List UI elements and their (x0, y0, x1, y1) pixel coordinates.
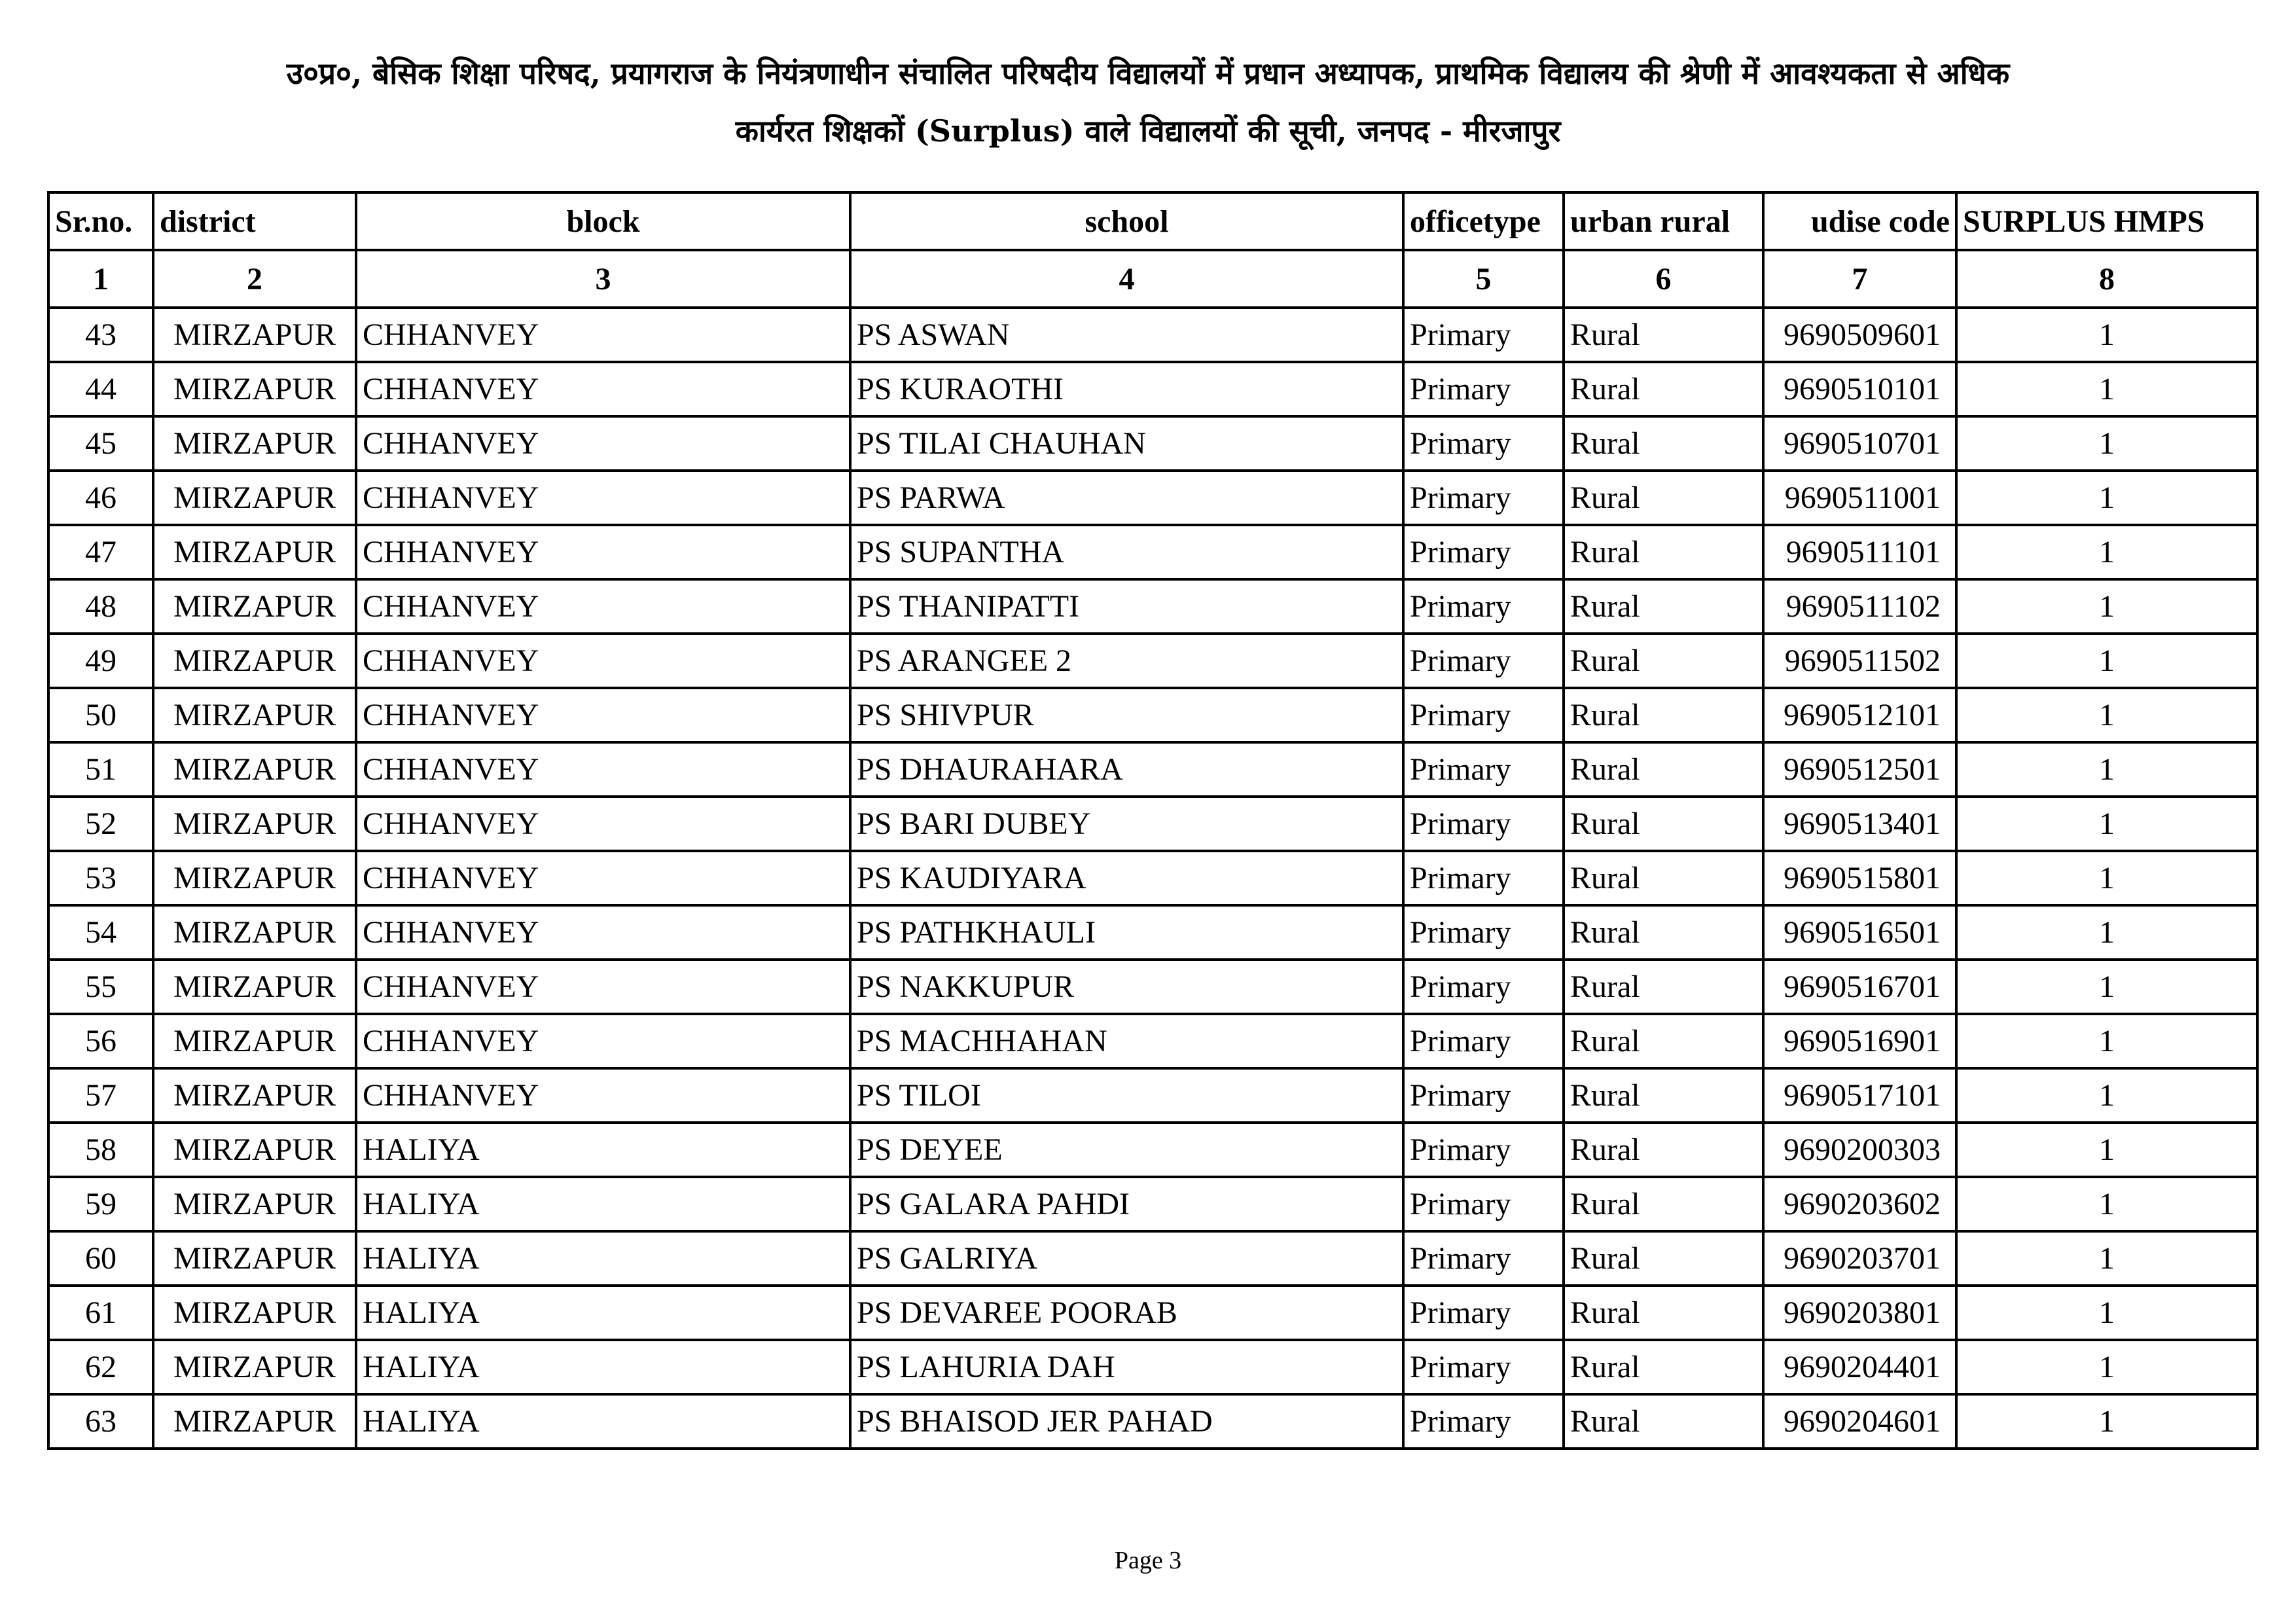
table-row (48, 634, 2257, 688)
cell-officetype: Primary (1403, 742, 1564, 797)
cell-block: HALIYA (356, 1123, 850, 1177)
cell-block: CHHANVEY (356, 471, 850, 525)
cell-district: MIRZAPUR (153, 416, 356, 471)
cell-officetype: Primary (1403, 1231, 1564, 1286)
cell-school: PS GALRIYA (850, 1231, 1403, 1286)
cell-sr-no: 44 (48, 362, 153, 416)
cell-district: MIRZAPUR (153, 471, 356, 525)
cell-udise-code: 9690511101 (1763, 525, 1956, 579)
column-header-school: school (850, 192, 1403, 250)
column-header-udise-code: udise code (1763, 192, 1956, 250)
cell-surplus-hmps: 1 (1956, 1014, 2257, 1068)
cell-urban-rural: Rural (1564, 1177, 1763, 1231)
cell-district: MIRZAPUR (153, 960, 356, 1014)
cell-district: MIRZAPUR (153, 742, 356, 797)
cell-officetype: Primary (1403, 1014, 1564, 1068)
cell-surplus-hmps: 1 (1956, 742, 2257, 797)
table-row (48, 1286, 2257, 1340)
document-title-line-1: उ०प्र०, बेसिक शिक्षा परिषद, प्रयागराज के नियंत्रणाधीन संचालित परिषदीय विद्यालयों में प्रधान अध्यापक, प्राथमिक विद्यालय की श्रेणी में आवश्यकता से अधिक (286, 56, 2010, 91)
cell-block: CHHANVEY (356, 905, 850, 960)
cell-surplus-hmps: 1 (1956, 1286, 2257, 1340)
cell-sr-no: 52 (48, 797, 153, 851)
cell-sr-no: 49 (48, 634, 153, 688)
cell-surplus-hmps: 1 (1956, 960, 2257, 1014)
cell-school: PS DEVAREE POORAB (850, 1286, 1403, 1340)
cell-sr-no: 56 (48, 1014, 153, 1068)
column-header-surplus-hmps: SURPLUS HMPS (1956, 192, 2257, 250)
cell-officetype: Primary (1403, 1123, 1564, 1177)
cell-district: MIRZAPUR (153, 308, 356, 362)
cell-urban-rural: Rural (1564, 688, 1763, 742)
cell-urban-rural: Rural (1564, 1231, 1763, 1286)
cell-sr-no: 47 (48, 525, 153, 579)
cell-udise-code: 9690203602 (1763, 1177, 1956, 1231)
cell-officetype: Primary (1403, 1286, 1564, 1340)
cell-udise-code: 9690204401 (1763, 1340, 1956, 1394)
table-row (48, 1123, 2257, 1177)
cell-surplus-hmps: 1 (1956, 1123, 2257, 1177)
cell-school: PS ARANGEE 2 (850, 634, 1403, 688)
cell-block: CHHANVEY (356, 308, 850, 362)
column-number-row (48, 250, 2257, 308)
cell-udise-code: 9690510701 (1763, 416, 1956, 471)
cell-officetype: Primary (1403, 471, 1564, 525)
cell-officetype: Primary (1403, 1068, 1564, 1123)
cell-surplus-hmps: 1 (1956, 1068, 2257, 1123)
cell-urban-rural: Rural (1564, 1014, 1763, 1068)
cell-school: PS PATHKHAULI (850, 905, 1403, 960)
document-title-line-2: कार्यरत शिक्षकों (Surplus) वाले विद्यालयों की सूची, जनपद - मीरजापुर (735, 113, 1561, 149)
cell-block: CHHANVEY (356, 851, 850, 905)
cell-sr-no: 61 (48, 1286, 153, 1340)
cell-district: MIRZAPUR (153, 1014, 356, 1068)
cell-sr-no: 62 (48, 1340, 153, 1394)
cell-surplus-hmps: 1 (1956, 362, 2257, 416)
cell-sr-no: 48 (48, 579, 153, 634)
cell-district: MIRZAPUR (153, 1068, 356, 1123)
column-header-officetype: officetype (1403, 192, 1564, 250)
cell-school: PS THANIPATTI (850, 579, 1403, 634)
cell-sr-no: 58 (48, 1123, 153, 1177)
table-row (48, 1068, 2257, 1123)
column-number: 2 (153, 250, 356, 308)
cell-officetype: Primary (1403, 362, 1564, 416)
table-header-row (48, 192, 2257, 250)
column-number: 5 (1403, 250, 1564, 308)
surplus-schools-table (47, 191, 2259, 1450)
column-number: 7 (1763, 250, 1956, 308)
cell-district: MIRZAPUR (153, 362, 356, 416)
cell-district: MIRZAPUR (153, 1123, 356, 1177)
cell-udise-code: 9690513401 (1763, 797, 1956, 851)
table-row (48, 960, 2257, 1014)
table-row (48, 362, 2257, 416)
cell-urban-rural: Rural (1564, 416, 1763, 471)
cell-officetype: Primary (1403, 851, 1564, 905)
cell-urban-rural: Rural (1564, 1123, 1763, 1177)
cell-block: CHHANVEY (356, 416, 850, 471)
cell-school: PS KAUDIYARA (850, 851, 1403, 905)
column-number: 6 (1564, 250, 1763, 308)
cell-urban-rural: Rural (1564, 1340, 1763, 1394)
cell-district: MIRZAPUR (153, 525, 356, 579)
table-row (48, 308, 2257, 362)
cell-block: HALIYA (356, 1394, 850, 1449)
table-row (48, 1177, 2257, 1231)
cell-district: MIRZAPUR (153, 797, 356, 851)
cell-surplus-hmps: 1 (1956, 634, 2257, 688)
cell-district: MIRZAPUR (153, 1286, 356, 1340)
cell-urban-rural: Rural (1564, 1394, 1763, 1449)
table-row (48, 742, 2257, 797)
cell-urban-rural: Rural (1564, 1286, 1763, 1340)
cell-block: CHHANVEY (356, 634, 850, 688)
cell-urban-rural: Rural (1564, 579, 1763, 634)
cell-surplus-hmps: 1 (1956, 416, 2257, 471)
column-number: 1 (48, 250, 153, 308)
cell-block: HALIYA (356, 1286, 850, 1340)
cell-urban-rural: Rural (1564, 742, 1763, 797)
cell-urban-rural: Rural (1564, 797, 1763, 851)
cell-surplus-hmps: 1 (1956, 851, 2257, 905)
cell-district: MIRZAPUR (153, 1231, 356, 1286)
cell-block: CHHANVEY (356, 579, 850, 634)
cell-udise-code: 9690510101 (1763, 362, 1956, 416)
cell-udise-code: 9690512501 (1763, 742, 1956, 797)
table-row (48, 471, 2257, 525)
cell-udise-code: 9690516901 (1763, 1014, 1956, 1068)
cell-school: PS KURAOTHI (850, 362, 1403, 416)
cell-udise-code: 9690200303 (1763, 1123, 1956, 1177)
cell-urban-rural: Rural (1564, 471, 1763, 525)
cell-school: PS GALARA PAHDI (850, 1177, 1403, 1231)
cell-sr-no: 53 (48, 851, 153, 905)
cell-school: PS BHAISOD JER PAHAD (850, 1394, 1403, 1449)
cell-urban-rural: Rural (1564, 851, 1763, 905)
cell-block: HALIYA (356, 1340, 850, 1394)
column-number: 4 (850, 250, 1403, 308)
cell-block: CHHANVEY (356, 525, 850, 579)
cell-sr-no: 51 (48, 742, 153, 797)
column-header-sr-no: Sr.no. (48, 192, 153, 250)
table-row (48, 851, 2257, 905)
cell-block: CHHANVEY (356, 742, 850, 797)
cell-officetype: Primary (1403, 797, 1564, 851)
cell-school: PS DHAURAHARA (850, 742, 1403, 797)
cell-sr-no: 60 (48, 1231, 153, 1286)
cell-school: PS DEYEE (850, 1123, 1403, 1177)
cell-sr-no: 43 (48, 308, 153, 362)
cell-block: HALIYA (356, 1177, 850, 1231)
cell-urban-rural: Rural (1564, 308, 1763, 362)
cell-sr-no: 45 (48, 416, 153, 471)
cell-udise-code: 9690517101 (1763, 1068, 1956, 1123)
column-number: 8 (1956, 250, 2257, 308)
cell-school: PS BARI DUBEY (850, 797, 1403, 851)
cell-surplus-hmps: 1 (1956, 905, 2257, 960)
cell-district: MIRZAPUR (153, 1177, 356, 1231)
cell-udise-code: 9690204601 (1763, 1394, 1956, 1449)
cell-school: PS SUPANTHA (850, 525, 1403, 579)
cell-school: PS NAKKUPUR (850, 960, 1403, 1014)
table-row (48, 688, 2257, 742)
cell-block: CHHANVEY (356, 1068, 850, 1123)
table-row (48, 797, 2257, 851)
cell-district: MIRZAPUR (153, 579, 356, 634)
cell-district: MIRZAPUR (153, 1394, 356, 1449)
column-header-urban-rural: urban rural (1564, 192, 1763, 250)
cell-sr-no: 59 (48, 1177, 153, 1231)
cell-surplus-hmps: 1 (1956, 525, 2257, 579)
cell-school: PS LAHURIA DAH (850, 1340, 1403, 1394)
cell-block: CHHANVEY (356, 362, 850, 416)
column-header-district: district (153, 192, 356, 250)
cell-surplus-hmps: 1 (1956, 1231, 2257, 1286)
cell-sr-no: 55 (48, 960, 153, 1014)
table-row (48, 1340, 2257, 1394)
cell-urban-rural: Rural (1564, 905, 1763, 960)
cell-sr-no: 46 (48, 471, 153, 525)
cell-sr-no: 50 (48, 688, 153, 742)
cell-surplus-hmps: 1 (1956, 308, 2257, 362)
cell-block: CHHANVEY (356, 688, 850, 742)
cell-officetype: Primary (1403, 308, 1564, 362)
table-row (48, 579, 2257, 634)
table-row (48, 1014, 2257, 1068)
cell-block: CHHANVEY (356, 797, 850, 851)
cell-udise-code: 9690516701 (1763, 960, 1956, 1014)
cell-urban-rural: Rural (1564, 362, 1763, 416)
cell-urban-rural: Rural (1564, 1068, 1763, 1123)
cell-sr-no: 63 (48, 1394, 153, 1449)
table-row (48, 1231, 2257, 1286)
cell-officetype: Primary (1403, 1340, 1564, 1394)
cell-udise-code: 9690516501 (1763, 905, 1956, 960)
table-row (48, 905, 2257, 960)
cell-school: PS TILOI (850, 1068, 1403, 1123)
table-row (48, 416, 2257, 471)
cell-urban-rural: Rural (1564, 960, 1763, 1014)
cell-block: HALIYA (356, 1231, 850, 1286)
cell-udise-code: 9690515801 (1763, 851, 1956, 905)
cell-udise-code: 9690511001 (1763, 471, 1956, 525)
cell-surplus-hmps: 1 (1956, 579, 2257, 634)
cell-surplus-hmps: 1 (1956, 797, 2257, 851)
cell-district: MIRZAPUR (153, 1340, 356, 1394)
cell-officetype: Primary (1403, 905, 1564, 960)
table-body (48, 308, 2257, 1449)
cell-district: MIRZAPUR (153, 688, 356, 742)
cell-urban-rural: Rural (1564, 525, 1763, 579)
table-row (48, 1394, 2257, 1449)
cell-officetype: Primary (1403, 634, 1564, 688)
cell-udise-code: 9690203801 (1763, 1286, 1956, 1340)
column-header-block: block (356, 192, 850, 250)
cell-officetype: Primary (1403, 1177, 1564, 1231)
page-number: Page 3 (1114, 1547, 1182, 1574)
cell-district: MIRZAPUR (153, 634, 356, 688)
cell-udise-code: 9690511102 (1763, 579, 1956, 634)
cell-officetype: Primary (1403, 960, 1564, 1014)
cell-surplus-hmps: 1 (1956, 1394, 2257, 1449)
cell-udise-code: 9690511502 (1763, 634, 1956, 688)
cell-sr-no: 57 (48, 1068, 153, 1123)
cell-officetype: Primary (1403, 1394, 1564, 1449)
cell-school: PS ASWAN (850, 308, 1403, 362)
cell-surplus-hmps: 1 (1956, 471, 2257, 525)
table-row (48, 525, 2257, 579)
cell-officetype: Primary (1403, 416, 1564, 471)
cell-officetype: Primary (1403, 579, 1564, 634)
cell-udise-code: 9690512101 (1763, 688, 1956, 742)
cell-district: MIRZAPUR (153, 905, 356, 960)
cell-sr-no: 54 (48, 905, 153, 960)
cell-school: PS PARWA (850, 471, 1403, 525)
cell-school: PS TILAI CHAUHAN (850, 416, 1403, 471)
cell-block: CHHANVEY (356, 960, 850, 1014)
cell-udise-code: 9690509601 (1763, 308, 1956, 362)
cell-udise-code: 9690203701 (1763, 1231, 1956, 1286)
cell-district: MIRZAPUR (153, 851, 356, 905)
cell-officetype: Primary (1403, 525, 1564, 579)
cell-surplus-hmps: 1 (1956, 688, 2257, 742)
cell-surplus-hmps: 1 (1956, 1340, 2257, 1394)
cell-surplus-hmps: 1 (1956, 1177, 2257, 1231)
cell-urban-rural: Rural (1564, 634, 1763, 688)
cell-school: PS SHIVPUR (850, 688, 1403, 742)
cell-school: PS MACHHAHAN (850, 1014, 1403, 1068)
cell-officetype: Primary (1403, 688, 1564, 742)
column-number: 3 (356, 250, 850, 308)
cell-block: CHHANVEY (356, 1014, 850, 1068)
